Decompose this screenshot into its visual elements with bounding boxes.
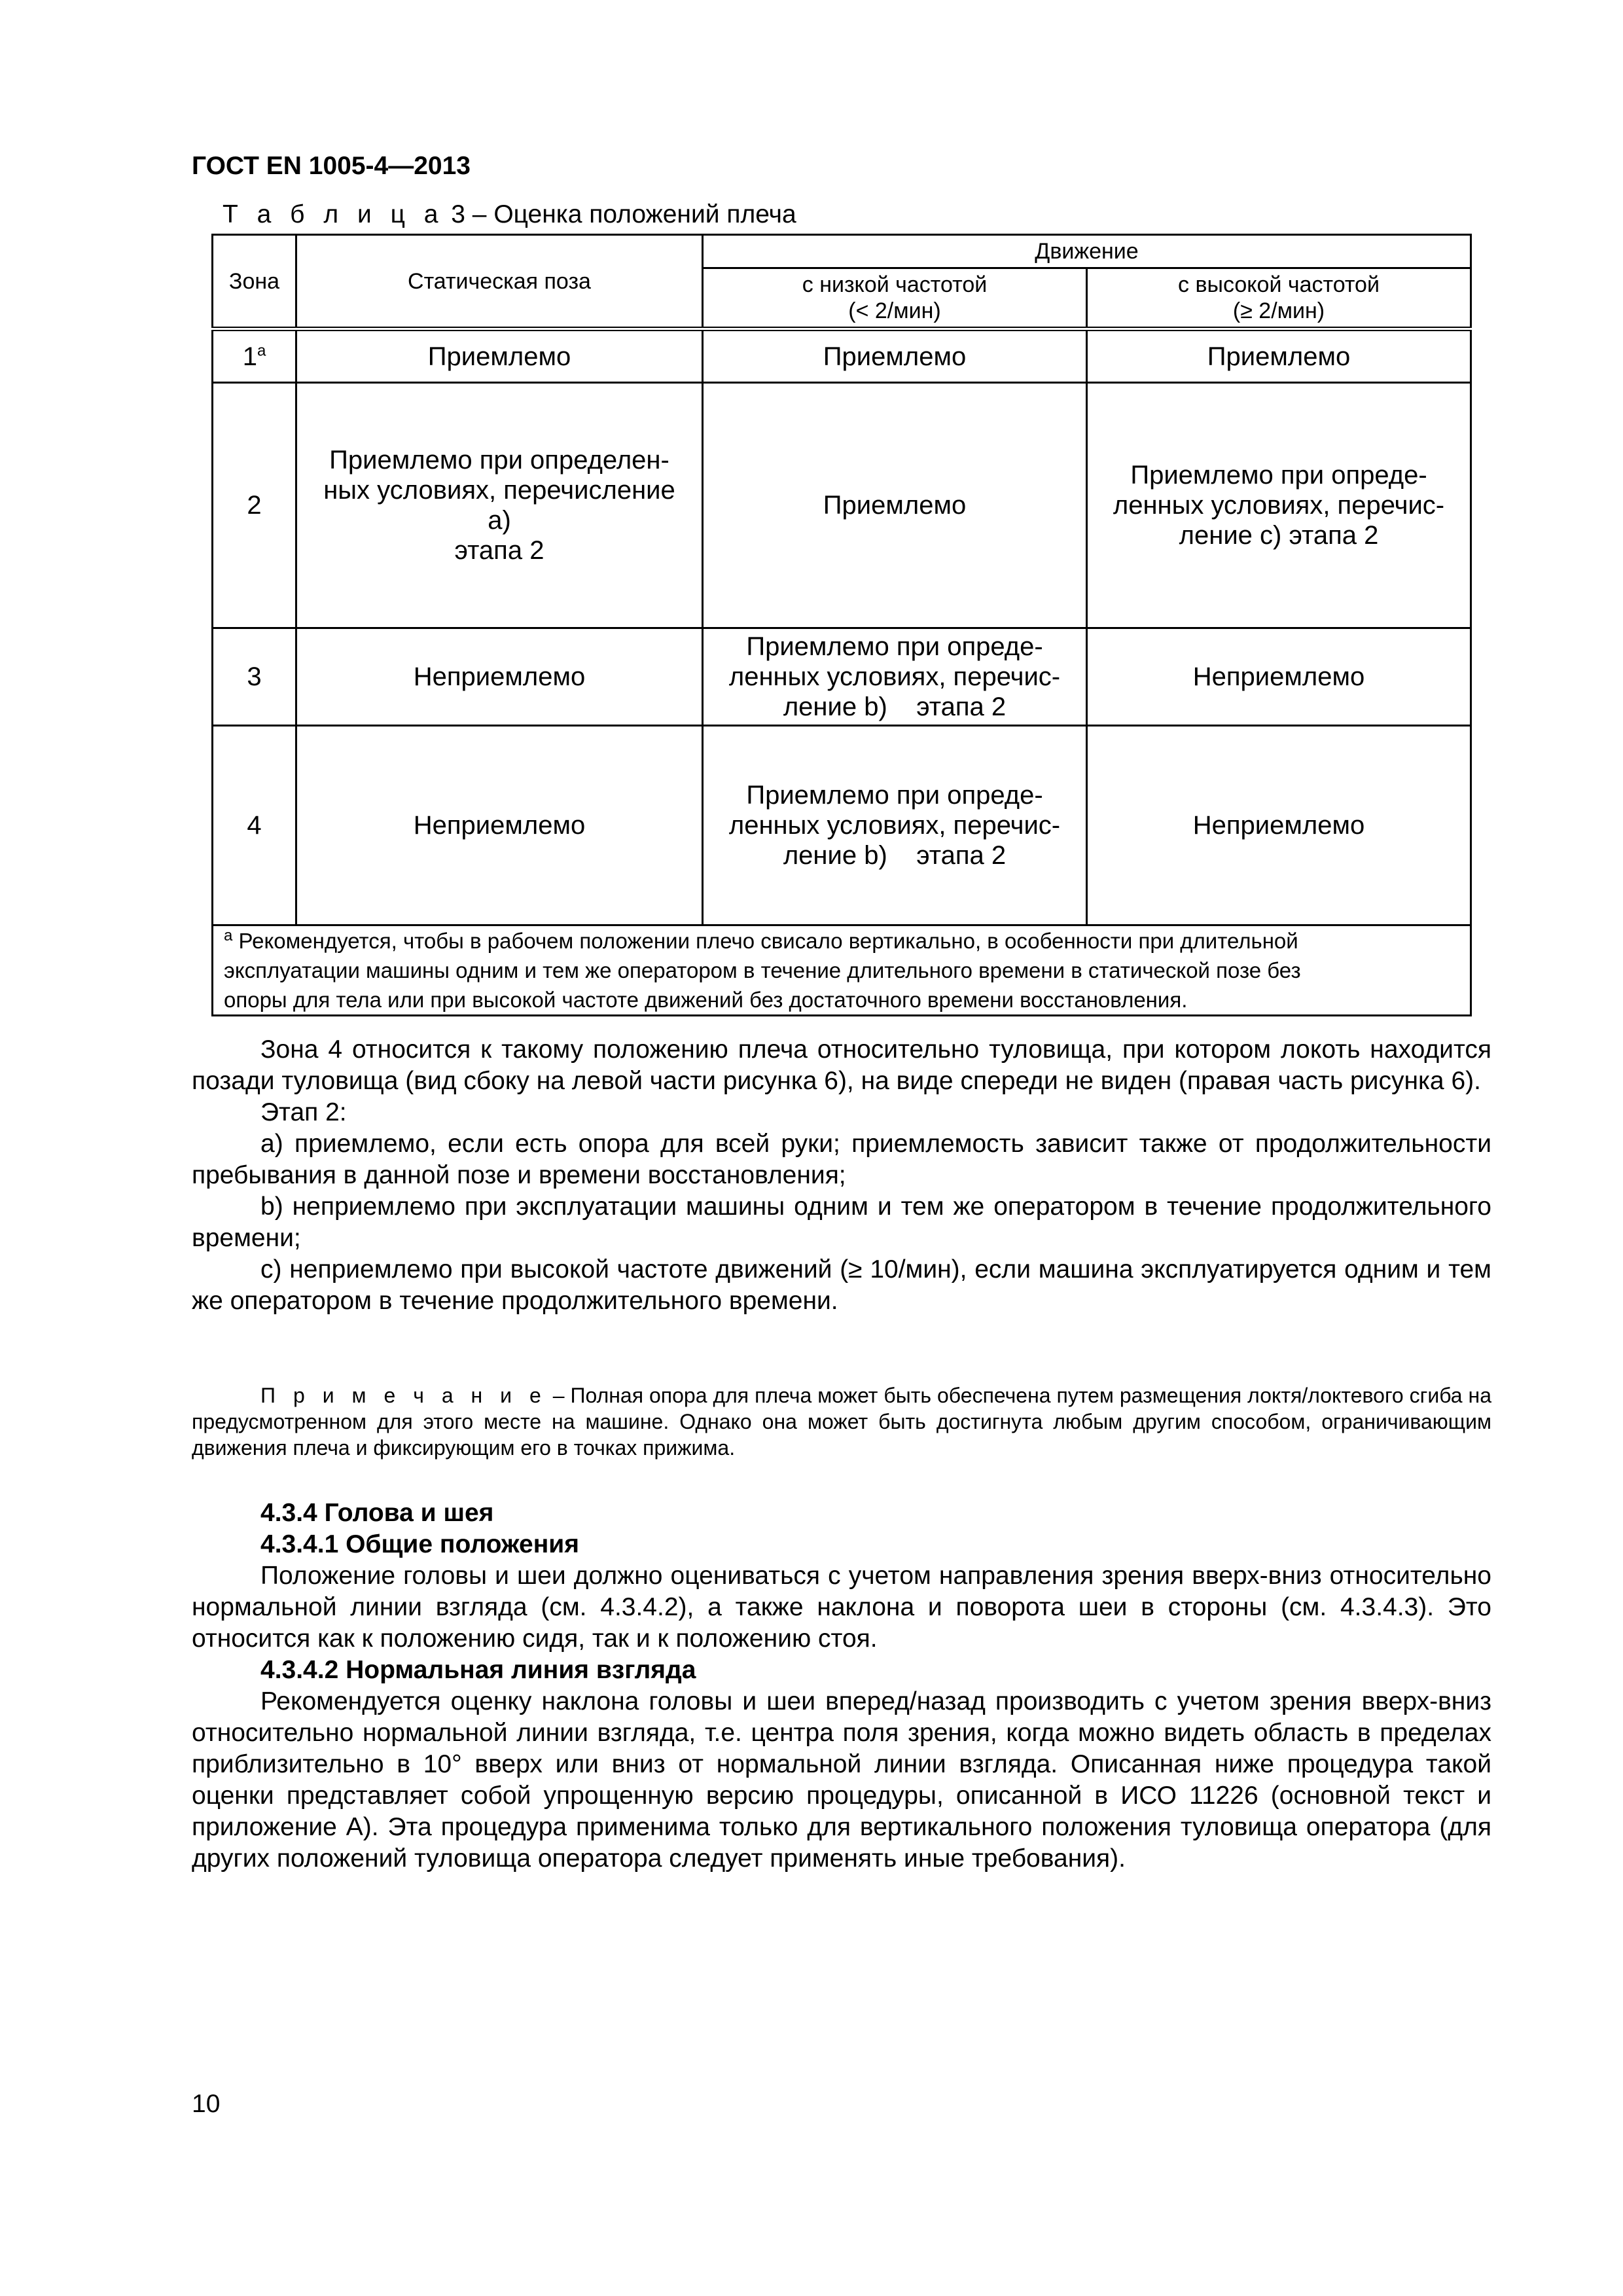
cell-high-frequency: Приемлемо <box>1087 329 1471 383</box>
cell-low-frequency: Приемлемо <box>703 329 1087 383</box>
cell-static: Приемлемо <box>296 329 703 383</box>
list-item-c: c) неприемлемо при высокой частоте движений (≥ 10/мин), если машина эксплуатируется одним и тем же оператором в течение продолжительного времени. <box>192 1255 1491 1315</box>
table-caption-label: Т а б л и ц а <box>223 200 444 228</box>
cell-static <box>296 383 703 628</box>
section-heading: 4.3.4.2 Нормальная линия взгляда <box>260 1656 696 1684</box>
document-header: ГОСТ EN 1005-4—2013 <box>192 152 471 180</box>
note-paragraph <box>192 1382 1491 1461</box>
cell-line: ных условиях, перечисление <box>323 476 675 505</box>
paragraph-zone4: Зона 4 относится к такому положению плеча относительно туловища, при котором локоть находится позади туловища (вид сбоку на левой части рисунка 6), на виде спереди не виден (правая часть рисунка 6). <box>192 1035 1491 1095</box>
table-row-zone-3 <box>213 628 1471 726</box>
header-low-frequency-line1: с низкой частотой <box>802 272 988 297</box>
cell-static: Неприемлемо <box>296 628 703 726</box>
zone-number: 1 <box>242 342 257 371</box>
cell-line: Приемлемо при опреде- <box>1130 461 1427 490</box>
cell-zone: 4 <box>213 726 296 925</box>
header-low-frequency <box>703 268 1087 329</box>
cell-line: ление c) этапа 2 <box>1179 521 1379 550</box>
cell-low-frequency <box>703 628 1087 726</box>
table-footnote <box>213 925 1471 1016</box>
footnote-line: опоры для тела или при высокой частоте движений без достаточного времени восстановления. <box>224 988 1188 1012</box>
cell-line: Приемлемо при опреде- <box>746 781 1043 810</box>
header-high-frequency-line1: с высокой частотой <box>1178 272 1380 297</box>
table-row-zone-1 <box>213 329 1471 383</box>
table-caption <box>223 200 796 229</box>
section-heading: 4.3.4 Голова и шея <box>260 1499 494 1527</box>
main-text-block <box>192 1034 1491 1317</box>
note-block <box>192 1382 1491 1461</box>
header-high-frequency <box>1087 268 1471 329</box>
list-item-b: b) неприемлемо при эксплуатации машины одним и тем же оператором в течение продолжительного времени; <box>192 1193 1491 1252</box>
cell-high-frequency: Неприемлемо <box>1087 628 1471 726</box>
section-heading: 4.3.4.1 Общие положения <box>260 1530 580 1558</box>
cell-line: a) <box>488 506 511 535</box>
table-caption-text: 3 – Оценка положений плеча <box>444 200 796 228</box>
cell-line: ление b) этапа 2 <box>783 692 1007 721</box>
cell-low-frequency: Приемлемо <box>703 383 1087 628</box>
note-label: П р и м е ч а н и е <box>260 1384 547 1407</box>
cell-line: ленных условиях, перечис- <box>728 662 1061 691</box>
section-paragraph: Положение головы и шеи должно оцениваться с учетом направления зрения вверх-вниз относительно нормальной линии взгляда (см. 4.3.4.2), а также наклона и поворота шеи в стороны (см. 4.3.4.3). Это относится как к положению сидя, так и к положению стоя. <box>192 1562 1491 1653</box>
header-static-posture: Статическая поза <box>296 235 703 329</box>
section-4-3-4 <box>192 1498 1491 1874</box>
footnote-line: эксплуатации машины одним и тем же оператором в течение длительного времени в статической позе без <box>224 958 1301 982</box>
page-number: 10 <box>192 2090 221 2118</box>
footnote-marker: a <box>257 342 266 360</box>
cell-line: этапа 2 <box>454 536 544 565</box>
cell-line: Приемлемо при определен- <box>329 446 669 475</box>
note-text: – Полная опора для плеча может быть обеспечена путем размещения локтя/локтевого сгиба на предусмотренном для этого месте на машине. Однако она может быть достигнута любым другим способом, ограничивающим движения плеча и фиксирующим его в точках прижима. <box>192 1384 1492 1460</box>
section-paragraph: Рекомендуется оценку наклона головы и шеи вперед/назад производить с учетом зрения вверх-вниз относительно нормальной линии взгляда, т.е. центра поля зрения, когда можно видеть область в пределах приблизительно в 10° вверх или вниз от нормальной линии взгляда. Описанная ниже процедура такой оценки представляет собой упрощенную версию процедуры, описанной в ИСО 11226 (основной текст и приложение А). Эта процедура применима только для вертикального положения туловища оператора (для других положений туловища оператора следует применять иные требования). <box>192 1687 1491 1873</box>
header-high-frequency-line2: (≥ 2/мин) <box>1232 298 1325 323</box>
cell-line: ленных условиях, перечис- <box>1113 491 1445 520</box>
cell-zone: 2 <box>213 383 296 628</box>
list-item-a: a) приемлемо, если есть опора для всей руки; приемлемость зависит также от продолжительности пребывания в данной позе и времени восстановления; <box>192 1130 1491 1189</box>
header-low-frequency-line2: (< 2/мин) <box>848 298 941 323</box>
table-footnote-row <box>213 925 1471 1016</box>
cell-zone <box>213 329 296 383</box>
table-row-zone-4 <box>213 726 1471 925</box>
cell-high-frequency <box>1087 383 1471 628</box>
cell-high-frequency: Неприемлемо <box>1087 726 1471 925</box>
cell-low-frequency <box>703 726 1087 925</box>
header-zone: Зона <box>213 235 296 329</box>
header-movement: Движение <box>703 235 1471 268</box>
shoulder-position-table <box>211 234 1472 1016</box>
footnote-marker: a <box>224 927 233 944</box>
cell-zone: 3 <box>213 628 296 726</box>
cell-line: Приемлемо при опреде- <box>746 632 1043 661</box>
paragraph-stage2: Этап 2: <box>260 1098 347 1126</box>
footnote-line: Рекомендуется, чтобы в рабочем положении плечо свисало вертикально, в особенности при длительной <box>232 929 1298 953</box>
cell-line: ление b) этапа 2 <box>783 841 1007 870</box>
cell-line: ленных условиях, перечис- <box>728 811 1061 840</box>
table-row-zone-2 <box>213 383 1471 628</box>
cell-static: Неприемлемо <box>296 726 703 925</box>
